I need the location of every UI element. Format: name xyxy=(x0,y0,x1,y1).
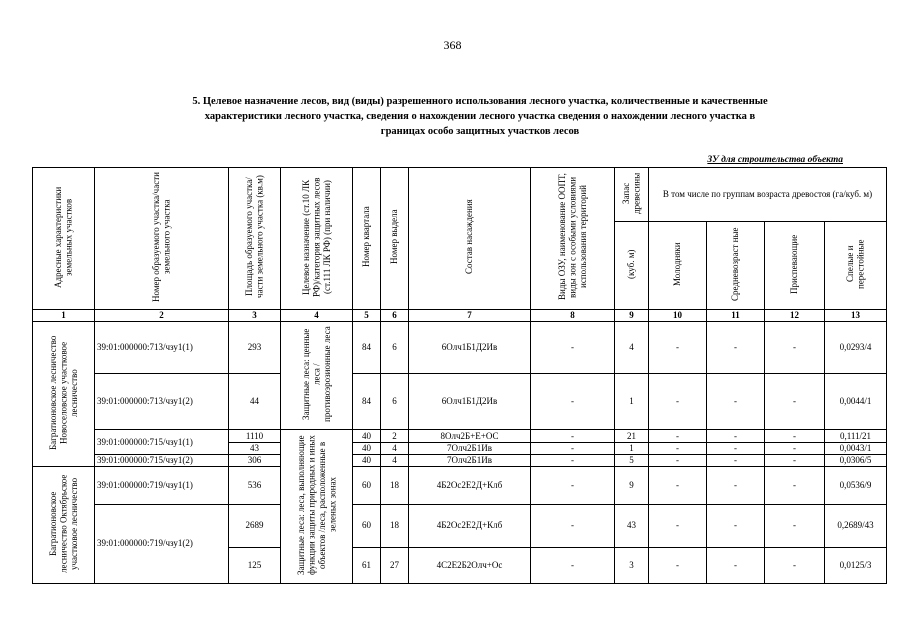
composition: 6Олч1Б1Д2Ив xyxy=(409,374,531,430)
composition: 6Олч1Б1Д2Ив xyxy=(409,322,531,374)
header-stock: Запас древесины xyxy=(615,168,649,222)
quarter: 61 xyxy=(353,548,381,584)
ozu: - xyxy=(531,430,615,443)
middle-aged: - xyxy=(707,443,765,455)
quarter: 60 xyxy=(353,504,381,548)
area: 293 xyxy=(229,322,281,374)
title-line-2: характеристики лесного участка, сведения о нахождении лесного участка сведения о нахождении лесного участка в xyxy=(204,111,756,122)
title-line-3: границах особо защитных участков лесов xyxy=(380,126,580,137)
stock: 4 xyxy=(615,322,649,374)
maturing: - xyxy=(765,467,825,505)
mature: 0,0306/5 xyxy=(825,455,887,467)
column-number: 11 xyxy=(707,310,765,322)
header-quarter: Номер квартала xyxy=(353,168,381,310)
young: - xyxy=(649,430,707,443)
column-number: 4 xyxy=(281,310,353,322)
plot-number: 39:01:000000:719/чзу1(1) xyxy=(95,467,229,505)
quarter: 40 xyxy=(353,455,381,467)
plot-number: 39:01:000000:713/чзу1(1) xyxy=(95,322,229,374)
column-number: 6 xyxy=(381,310,409,322)
purpose-protective-forests: Защитные леса: леса, выполняющие функции защиты природных и иных объектов /леса, расположенные в зеленых зонах xyxy=(281,430,353,584)
maturing: - xyxy=(765,374,825,430)
mature: 0,0044/1 xyxy=(825,374,887,430)
middle-aged: - xyxy=(707,430,765,443)
maturing: - xyxy=(765,430,825,443)
header-allotment: Номер выдела xyxy=(381,168,409,310)
stock: 5 xyxy=(615,455,649,467)
composition: 7Олч2Б1Ив xyxy=(409,455,531,467)
area: 306 xyxy=(229,455,281,467)
page-number: 368 xyxy=(443,38,462,52)
quarter: 40 xyxy=(353,443,381,455)
middle-aged: - xyxy=(707,374,765,430)
section-title xyxy=(110,94,850,139)
column-number: 3 xyxy=(229,310,281,322)
ozu: - xyxy=(531,504,615,548)
allotment: 6 xyxy=(381,322,409,374)
column-number: 13 xyxy=(825,310,887,322)
header-middle-aged: Средневозраст ные xyxy=(707,222,765,310)
plot-number: 39:01:000000:719/чзу1(2) xyxy=(95,504,229,584)
maturing: - xyxy=(765,504,825,548)
table-row xyxy=(33,504,887,548)
middle-aged: - xyxy=(707,548,765,584)
quarter: 84 xyxy=(353,322,381,374)
stock: 1 xyxy=(615,374,649,430)
allotment: 27 xyxy=(381,548,409,584)
header-young: Молодняки xyxy=(649,222,707,310)
column-number: 7 xyxy=(409,310,531,322)
area: 43 xyxy=(229,443,281,455)
maturing: - xyxy=(765,443,825,455)
area: 125 xyxy=(229,548,281,584)
young: - xyxy=(649,443,707,455)
middle-aged: - xyxy=(707,467,765,505)
table-row xyxy=(33,430,887,443)
middle-aged: - xyxy=(707,322,765,374)
composition: 8Олч2Б+Е+ОС xyxy=(409,430,531,443)
address-group-oktyabrskoe: Багратионовское лесничество Октябрьское участковое лесничество xyxy=(33,467,95,584)
header-ozu: Виды ОЗУ, наименование ООПТ, виды зон с особыми условиями использования территорий xyxy=(531,168,615,310)
composition: 4Б2Ос2Е2Д+Клб xyxy=(409,467,531,505)
middle-aged: - xyxy=(707,504,765,548)
ozu: - xyxy=(531,374,615,430)
mature: 0,2689/43 xyxy=(825,504,887,548)
column-number: 10 xyxy=(649,310,707,322)
young: - xyxy=(649,467,707,505)
header-age-groups: В том числе по группам возраста древостоя (га/куб. м) xyxy=(649,168,887,222)
mature: 0,0536/9 xyxy=(825,467,887,505)
middle-aged: - xyxy=(707,455,765,467)
quarter: 40 xyxy=(353,430,381,443)
plot-number: 39:01:000000:715/чзу1(1) xyxy=(95,430,229,455)
ozu: - xyxy=(531,322,615,374)
allotment: 4 xyxy=(381,455,409,467)
young: - xyxy=(649,548,707,584)
table-row xyxy=(33,374,887,430)
column-number: 5 xyxy=(353,310,381,322)
table-row xyxy=(33,455,887,467)
header-maturing: Приспевающие xyxy=(765,222,825,310)
young: - xyxy=(649,374,707,430)
composition: 4С2Е2Б2Олч+Ос xyxy=(409,548,531,584)
young: - xyxy=(649,322,707,374)
plot-number: 39:01:000000:715/чзу1(2) xyxy=(95,455,229,467)
quarter: 60 xyxy=(353,467,381,505)
stock: 1 xyxy=(615,443,649,455)
column-number: 1 xyxy=(33,310,95,322)
column-number: 9 xyxy=(615,310,649,322)
ozu: - xyxy=(531,548,615,584)
forest-plots-table xyxy=(32,167,887,584)
header-composition: Состав насаждения xyxy=(409,168,531,310)
table-row xyxy=(33,467,887,505)
column-number: 12 xyxy=(765,310,825,322)
mature: 0,0293/4 xyxy=(825,322,887,374)
address-group-novoselovskoe: Багратионовское лесничество Новоселовское участковое лесничество xyxy=(33,322,95,467)
maturing: - xyxy=(765,548,825,584)
stock: 3 xyxy=(615,548,649,584)
mature: 0,111/21 xyxy=(825,430,887,443)
stock: 21 xyxy=(615,430,649,443)
purpose-valuable-forests: Защитные леса: ценные леса /противоэрозионные леса xyxy=(281,322,353,430)
composition: 4Б2Ос2Е2Д+Клб xyxy=(409,504,531,548)
ozu: - xyxy=(531,455,615,467)
plot-number: 39:01:000000:713/чзу1(2) xyxy=(95,374,229,430)
column-number: 8 xyxy=(531,310,615,322)
table-note: ЗУ для строительства объекта xyxy=(707,155,843,165)
table-row xyxy=(33,322,887,374)
young: - xyxy=(649,455,707,467)
allotment: 6 xyxy=(381,374,409,430)
stock: 43 xyxy=(615,504,649,548)
title-line-1: 5. Целевое назначение лесов, вид (виды) разрешенного использования лесного участка, количественные и качественные xyxy=(192,96,768,107)
header-plot-number: Номер образуемого участка/части земельного участка xyxy=(95,168,229,310)
header-stock-unit: (куб. м) xyxy=(615,222,649,310)
area: 536 xyxy=(229,467,281,505)
allotment: 18 xyxy=(381,467,409,505)
column-number: 2 xyxy=(95,310,229,322)
area: 44 xyxy=(229,374,281,430)
header-purpose: Целевое назначение (ст.10 ЛК РФ)/категория защитных лесов (ст.111 ЛК РФ) (при наличии) xyxy=(281,168,353,310)
composition: 7Олч2Б1Ив xyxy=(409,443,531,455)
area: 2689 xyxy=(229,504,281,548)
young: - xyxy=(649,504,707,548)
area: 1110 xyxy=(229,430,281,443)
ozu: - xyxy=(531,443,615,455)
header-address: Адресные характеристики земельных участков xyxy=(33,168,95,310)
header-area: Площадь образуемого участка/части земельного участка (кв.м) xyxy=(229,168,281,310)
column-numbers-row xyxy=(33,310,887,322)
stock: 9 xyxy=(615,467,649,505)
allotment: 2 xyxy=(381,430,409,443)
mature: 0,0125/3 xyxy=(825,548,887,584)
quarter: 84 xyxy=(353,374,381,430)
maturing: - xyxy=(765,455,825,467)
maturing: - xyxy=(765,322,825,374)
header-mature: Спелые и перестойные xyxy=(825,222,887,310)
mature: 0,0043/1 xyxy=(825,443,887,455)
allotment: 18 xyxy=(381,504,409,548)
ozu: - xyxy=(531,467,615,505)
allotment: 4 xyxy=(381,443,409,455)
